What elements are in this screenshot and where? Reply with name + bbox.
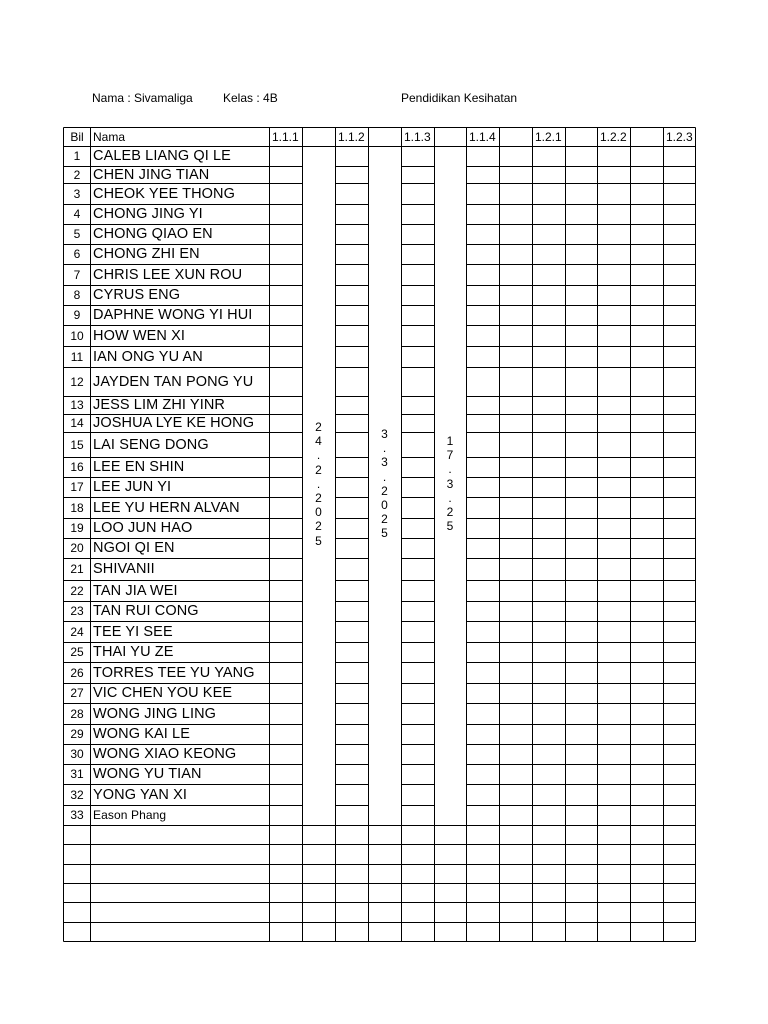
student-number: 31 bbox=[70, 767, 84, 781]
student-number: 15 bbox=[70, 438, 84, 452]
subject-title: Pendidikan Kesihatan bbox=[401, 91, 518, 105]
student-name: TEE YI SEE bbox=[93, 624, 173, 640]
student-number: 8 bbox=[73, 288, 81, 302]
student-number: 4 bbox=[73, 207, 81, 221]
student-name-label: Nama : Sivamaliga bbox=[92, 91, 193, 105]
student-number: 19 bbox=[70, 521, 84, 535]
student-name: CALEB LIANG QI LE bbox=[93, 148, 231, 164]
student-number: 16 bbox=[70, 460, 84, 474]
student-name: JOSHUA LYE KE HONG bbox=[93, 415, 255, 431]
student-number: 24 bbox=[70, 625, 84, 639]
skill-column-header: 1.2.3 bbox=[666, 130, 693, 144]
student-name: CHEOK YEE THONG bbox=[93, 186, 235, 202]
student-number: 22 bbox=[70, 584, 84, 598]
assessment-date-vertical: 3 . 3 . 2 0 2 5 bbox=[381, 427, 388, 541]
student-number: 12 bbox=[70, 375, 84, 389]
student-name: HOW WEN XI bbox=[93, 328, 186, 344]
student-name: VIC CHEN YOU KEE bbox=[93, 685, 233, 701]
student-number: 32 bbox=[70, 788, 84, 802]
class-label: Kelas : 4B bbox=[223, 91, 278, 105]
student-name: CHONG QIAO EN bbox=[93, 226, 213, 242]
skill-column-header: 1.2.2 bbox=[600, 130, 627, 144]
student-name: THAI YU ZE bbox=[93, 644, 174, 660]
student-number: 1 bbox=[73, 149, 81, 163]
bil-column-header: Bil bbox=[70, 130, 84, 144]
student-name: IAN ONG YU AN bbox=[93, 349, 203, 365]
student-number: 18 bbox=[70, 501, 84, 515]
student-number: 10 bbox=[70, 329, 84, 343]
assessment-date-vertical: 2 4 . 2 . 2 0 2 5 bbox=[315, 420, 322, 548]
student-number: 29 bbox=[70, 727, 84, 741]
student-number: 20 bbox=[70, 541, 84, 555]
student-number: 6 bbox=[73, 247, 81, 261]
student-name: WONG YU TIAN bbox=[93, 766, 202, 782]
student-name: CHRIS LEE XUN ROU bbox=[93, 267, 243, 283]
student-number: 23 bbox=[70, 604, 84, 618]
student-name: WONG XIAO KEONG bbox=[93, 746, 237, 762]
student-number: 25 bbox=[70, 645, 84, 659]
student-name: LOO JUN HAO bbox=[93, 520, 193, 536]
student-number: 26 bbox=[70, 666, 84, 680]
student-number: 13 bbox=[70, 398, 84, 412]
assessment-date-vertical: 1 7 . 3 . 2 5 bbox=[446, 434, 454, 534]
student-name: LEE YU HERN ALVAN bbox=[93, 500, 240, 516]
student-name: LEE JUN YI bbox=[93, 479, 172, 495]
name-column-header: Nama bbox=[93, 130, 126, 144]
student-name: JESS LIM ZHI YINR bbox=[93, 397, 225, 413]
student-name: CHONG JING YI bbox=[93, 206, 203, 222]
student-name: CHONG ZHI EN bbox=[93, 246, 200, 262]
student-number: 30 bbox=[70, 747, 84, 761]
student-name: Eason Phang bbox=[93, 808, 167, 822]
student-name: TAN RUI CONG bbox=[93, 603, 199, 619]
student-number: 2 bbox=[73, 168, 81, 182]
student-name: JAYDEN TAN PONG YU bbox=[93, 374, 254, 390]
student-name: WONG KAI LE bbox=[93, 726, 190, 742]
student-number: 11 bbox=[70, 350, 84, 364]
student-name: DAPHNE WONG YI HUI bbox=[93, 307, 253, 323]
student-name: NGOI QI EN bbox=[93, 540, 175, 556]
student-name: WONG JING LING bbox=[93, 706, 217, 722]
student-name: TAN JIA WEI bbox=[93, 583, 178, 599]
student-name: CHEN JING TIAN bbox=[93, 167, 210, 183]
student-name: SHIVANII bbox=[93, 561, 155, 577]
student-number: 27 bbox=[70, 686, 84, 700]
student-number: 3 bbox=[73, 187, 81, 201]
student-number: 7 bbox=[73, 268, 81, 282]
student-number: 17 bbox=[70, 480, 84, 494]
student-name: LEE EN SHIN bbox=[93, 459, 185, 475]
skill-column-header: 1.1.4 bbox=[469, 130, 496, 144]
student-number: 28 bbox=[70, 707, 84, 721]
student-name: TORRES TEE YU YANG bbox=[93, 665, 255, 681]
student-number: 14 bbox=[70, 416, 84, 430]
skill-column-header: 1.1.2 bbox=[338, 130, 365, 144]
student-name: LAI SENG DONG bbox=[93, 437, 209, 453]
student-number: 9 bbox=[73, 308, 81, 322]
student-number: 5 bbox=[73, 227, 81, 241]
student-name: YONG YAN XI bbox=[93, 787, 188, 803]
student-name: CYRUS ENG bbox=[93, 287, 181, 303]
skill-column-header: 1.1.3 bbox=[404, 130, 431, 144]
student-number: 33 bbox=[70, 808, 84, 822]
skill-column-header: 1.1.1 bbox=[272, 130, 299, 144]
skill-column-header: 1.2.1 bbox=[535, 130, 562, 144]
student-number: 21 bbox=[70, 562, 84, 576]
